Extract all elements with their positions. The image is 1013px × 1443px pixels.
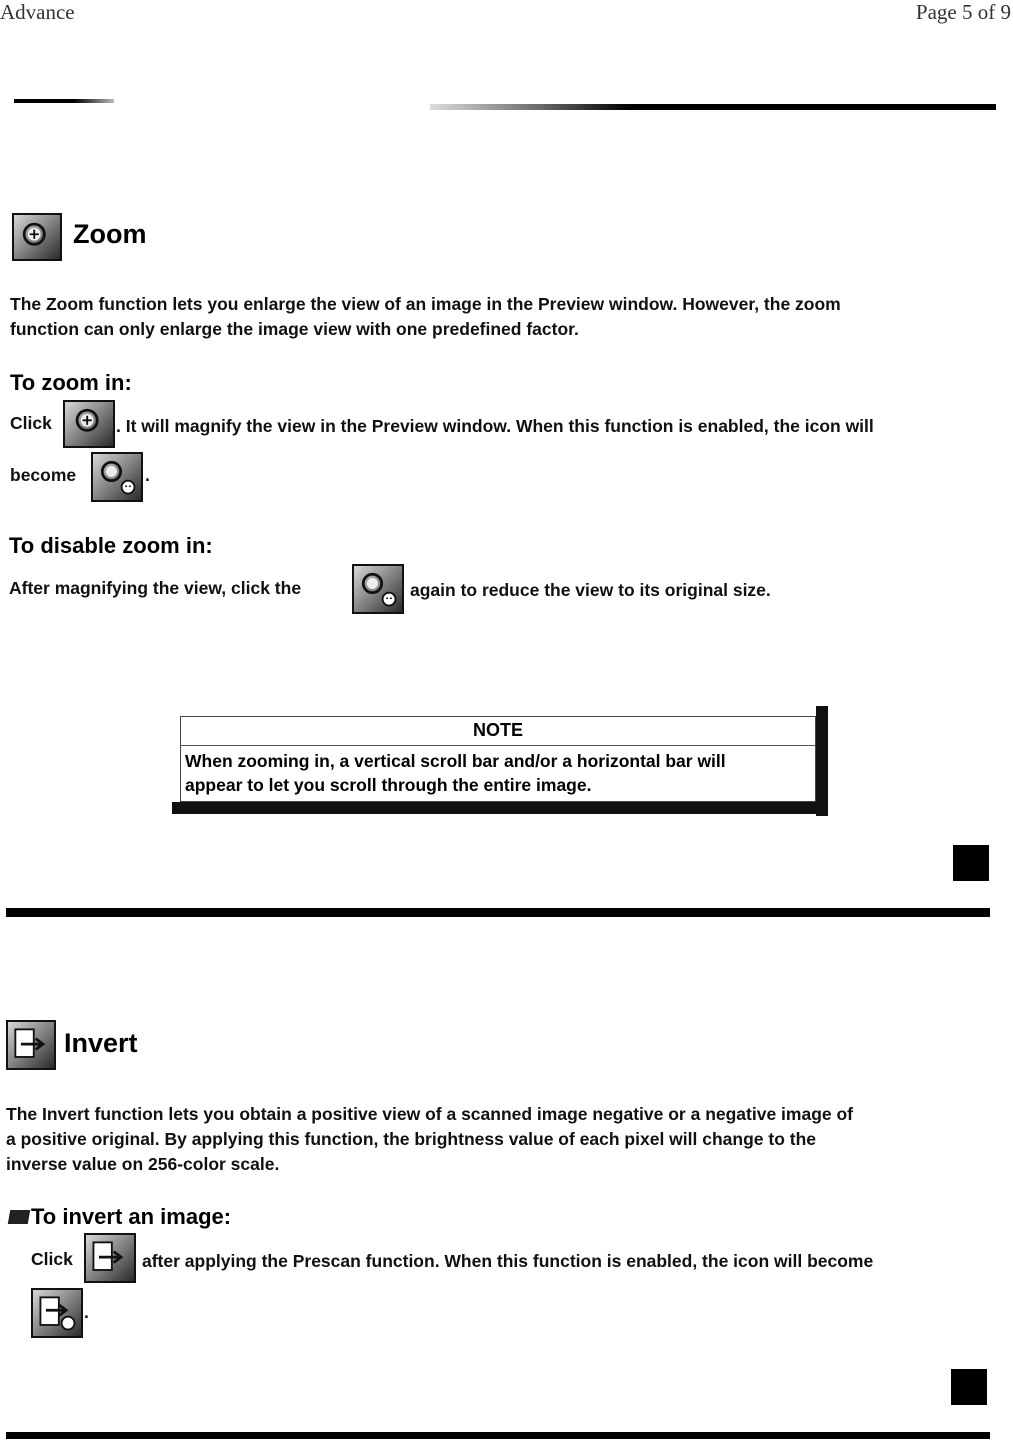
note-line-2: appear to let you scroll through the entire image. <box>185 775 592 795</box>
disable-zoom-heading: To disable zoom in: <box>9 533 213 558</box>
zoom-in-heading: To zoom in: <box>10 370 132 395</box>
zoom-enabled-icon <box>91 452 143 502</box>
top-rule-left <box>14 99 114 103</box>
disable-zoom-text-b: again to reduce the view to its original size. <box>410 580 771 600</box>
zoom-icon-inline <box>63 400 115 448</box>
zoom-in-end: . <box>145 465 150 485</box>
top-rule-right <box>430 104 996 110</box>
header-left: Advance <box>0 0 75 24</box>
invert-title: Invert <box>64 1028 138 1058</box>
back-to-top-marker-2 <box>951 1369 987 1405</box>
invert-intro-2: a positive original. By applying this function, the brightness value of each pixel will change to the <box>6 1129 816 1149</box>
zoom-in-text: . It will magnify the view in the Preview window. When this function is enabled, the icon will <box>116 416 874 436</box>
note-divider <box>181 745 815 746</box>
zoom-icon <box>12 213 62 261</box>
invert-icon-inline <box>84 1233 136 1283</box>
disable-zoom-text-a: After magnifying the view, click the <box>9 578 302 598</box>
invert-intro-1: The Invert function lets you obtain a positive view of a scanned image negative or a negative image of <box>6 1104 854 1124</box>
zoom-intro-2: function can only enlarge the image view with one predefined factor. <box>10 319 579 339</box>
note-title: NOTE <box>472 720 523 740</box>
invert-end: . <box>84 1302 89 1322</box>
note-line-1: When zooming in, a vertical scroll bar and/or a horizontal bar will <box>185 751 726 771</box>
page-number: Page 5 of 9 <box>915 0 1011 24</box>
invert-text: after applying the Prescan function. When this function is enabled, the icon will become <box>142 1251 874 1271</box>
note-shadow-bottom <box>172 802 828 814</box>
zoom-in-become: become <box>10 465 77 485</box>
invert-icon <box>6 1020 56 1070</box>
zoom-in-click: Click <box>10 413 52 433</box>
zoom-enabled-icon-inline <box>352 564 404 614</box>
section-divider <box>6 908 990 917</box>
invert-intro-3: inverse value on 256-color scale. <box>6 1154 280 1174</box>
zoom-title: Zoom <box>73 219 147 249</box>
invert-heading: To invert an image: <box>31 1204 232 1229</box>
note-box <box>180 716 816 802</box>
invert-click: Click <box>31 1249 73 1269</box>
back-to-top-marker <box>953 845 989 881</box>
zoom-intro-1: The Zoom function lets you enlarge the view of an image in the Preview window. However, the zoom <box>10 294 841 314</box>
note-text <box>185 749 807 797</box>
note-shadow-right <box>816 706 828 816</box>
bottom-divider <box>6 1432 990 1439</box>
invert-enabled-icon <box>31 1288 83 1338</box>
bullet-icon <box>8 1210 30 1224</box>
